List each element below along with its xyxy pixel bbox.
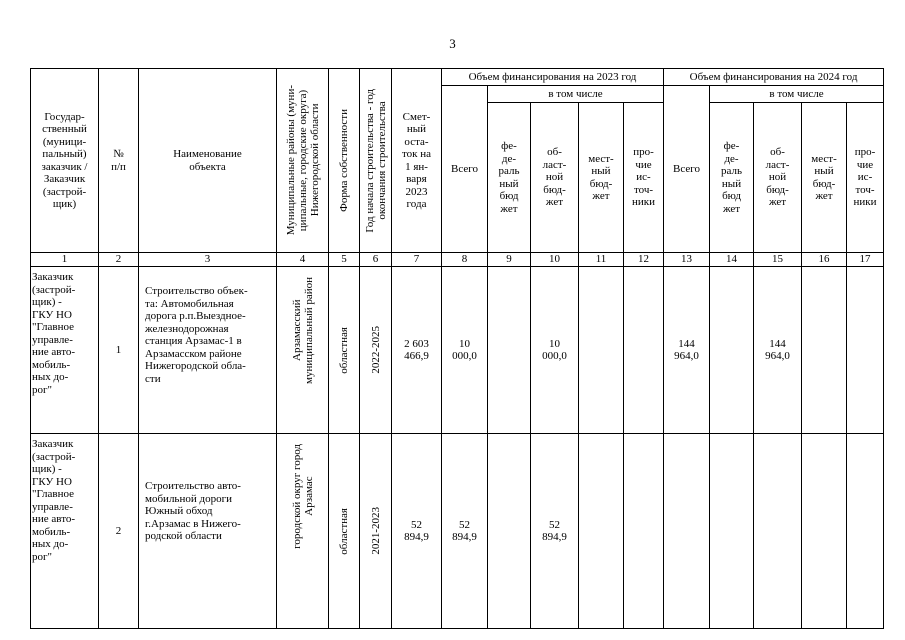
column-number: 12: [624, 253, 664, 267]
header-ownership: [329, 69, 360, 253]
header-years-text: Год начала строительства - год окончания строительства: [363, 88, 388, 233]
header-local-2024: мест- ный бюд- жет: [802, 103, 847, 253]
row-district-text: Арзамасский муниципальный район: [290, 277, 315, 384]
row-other-2024: [847, 267, 884, 434]
row-estimate: 2 603 466,9: [392, 267, 442, 434]
column-number: 14: [710, 253, 754, 267]
row-object-name: Строительство объек- та: Автомобильная дорога р.п.Выездное- железнодорожная станция Арзамас-1 в Арзамасском районе Нижегородской обла- сти: [139, 267, 277, 434]
header-local-2023: мест- ный бюд- жет: [579, 103, 624, 253]
financing-table: [30, 68, 884, 629]
column-number: 6: [360, 253, 392, 267]
column-number: 10: [531, 253, 579, 267]
row-regional-2024: 144 964,0: [754, 267, 802, 434]
header-other-2023: про- чие ис- точ- ники: [624, 103, 664, 253]
header-federal-2024: фе- де- раль ный бюд жет: [710, 103, 754, 253]
header-federal-2023: фе- де- раль ный бюд жет: [488, 103, 531, 253]
row-years-text: 2021-2023: [369, 507, 382, 555]
column-number: 15: [754, 253, 802, 267]
header-including-2023: в том числе: [488, 86, 664, 103]
row-estimate: 52 894,9: [392, 434, 442, 629]
row-number: 2: [99, 434, 139, 629]
column-number: 9: [488, 253, 531, 267]
column-number: 5: [329, 253, 360, 267]
page-number: 3: [449, 36, 456, 51]
column-number: 13: [664, 253, 710, 267]
column-number: 4: [277, 253, 329, 267]
table-row: [31, 267, 884, 434]
row-district: [277, 267, 329, 434]
column-number: 8: [442, 253, 488, 267]
header-regional-2024: об- ласт- ной бюд- жет: [754, 103, 802, 253]
header-customer: Государ- ственный (муници- пальный) заказчик / Заказчик (застрой- щик): [31, 69, 99, 253]
column-number: 11: [579, 253, 624, 267]
column-number: 3: [139, 253, 277, 267]
header-years: [360, 69, 392, 253]
row-ownership-text: областная: [338, 326, 350, 374]
row-object-name: Строительство авто- мобильной дороги Южный обход г.Арзамас в Нижего- родской области: [139, 434, 277, 629]
row-ownership-text: областная: [338, 507, 350, 555]
row-other-2023: [624, 267, 664, 434]
header-districts-text: Муниципальные районы (муни- ципальные, городские округа) Нижегородской области: [284, 85, 321, 236]
row-ownership: [329, 267, 360, 434]
row-total-2024: 144 964,0: [664, 267, 710, 434]
column-number: 7: [392, 253, 442, 267]
row-federal-2024: [710, 267, 754, 434]
header-object-name: Наименование объекта: [139, 69, 277, 253]
row-regional-2023: 52 894,9: [531, 434, 579, 629]
row-total-2023: 52 894,9: [442, 434, 488, 629]
row-local-2024: [802, 267, 847, 434]
header-including-2024: в том числе: [710, 86, 884, 103]
row-district-text: городской округ город Арзамас: [290, 444, 315, 549]
header-ownership-text: Форма собственности: [338, 109, 350, 212]
row-years: [360, 267, 392, 434]
row-total-2024: [664, 434, 710, 629]
row-total-2023: 10 000,0: [442, 267, 488, 434]
row-local-2024: [802, 434, 847, 629]
row-federal-2024: [710, 434, 754, 629]
header-districts: [277, 69, 329, 253]
column-number: 1: [31, 253, 99, 267]
header-total-2023: Всего: [442, 86, 488, 253]
row-federal-2023: [488, 267, 531, 434]
header-estimate: Смет- ный оста- ток на 1 ян- варя 2023 года: [392, 69, 442, 253]
row-ownership: [329, 434, 360, 629]
table-row: [31, 434, 884, 629]
row-years: [360, 434, 392, 629]
header-financing-2024: Объем финансирования на 2024 год: [664, 69, 884, 86]
row-customer: Заказчик (застрой- щик) - ГКУ НО "Главное управле- ние авто- мобиль- ных до- рог": [31, 267, 99, 434]
header-regional-2023: об- ласт- ной бюд- жет: [531, 103, 579, 253]
row-regional-2024: [754, 434, 802, 629]
row-other-2024: [847, 434, 884, 629]
row-regional-2023: 10 000,0: [531, 267, 579, 434]
row-number: 1: [99, 267, 139, 434]
row-years-text: 2022-2025: [369, 326, 382, 374]
column-number: 2: [99, 253, 139, 267]
header-number: № п/п: [99, 69, 139, 253]
header-total-2024: Всего: [664, 86, 710, 253]
header-other-2024: про- чие ис- точ- ники: [847, 103, 884, 253]
row-federal-2023: [488, 434, 531, 629]
row-local-2023: [579, 434, 624, 629]
column-number: 16: [802, 253, 847, 267]
row-other-2023: [624, 434, 664, 629]
column-number: 17: [847, 253, 884, 267]
row-local-2023: [579, 267, 624, 434]
header-financing-2023: Объем финансирования на 2023 год: [442, 69, 664, 86]
row-district: [277, 434, 329, 629]
row-customer: Заказчик (застрой- щик) - ГКУ НО "Главное управле- ние авто- мобиль- ных до- рог": [31, 434, 99, 629]
